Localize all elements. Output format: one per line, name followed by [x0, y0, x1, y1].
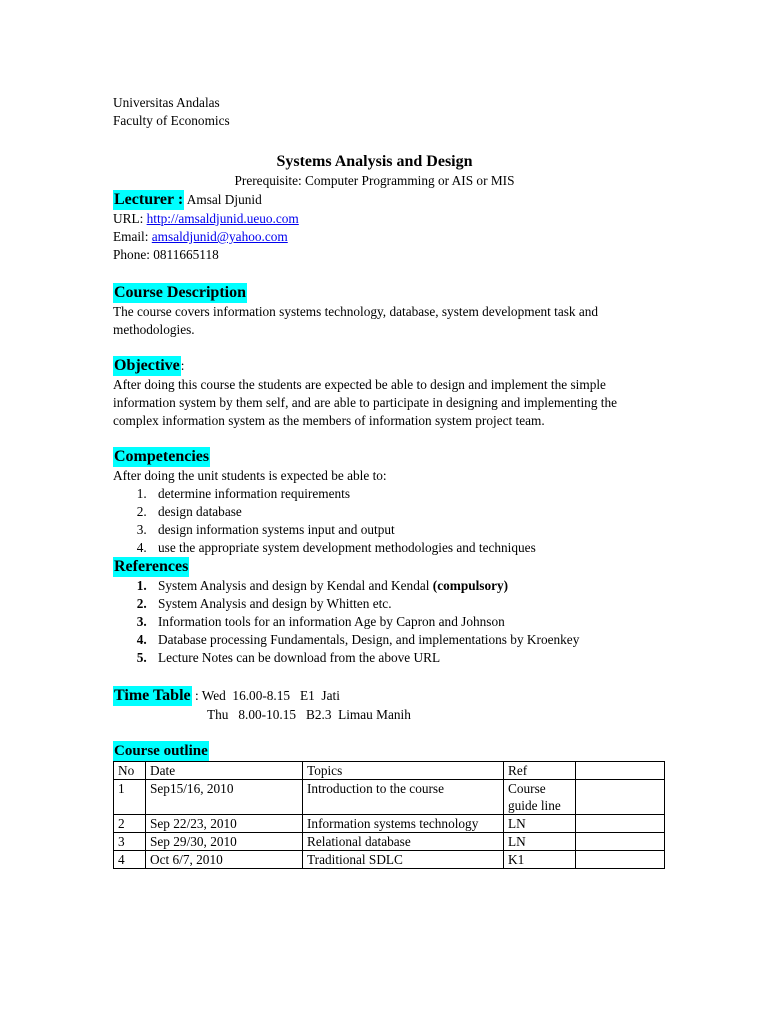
table-row: [114, 851, 665, 869]
description-section: [113, 283, 673, 339]
timetable-row-2: Thu 8.00-10.15 B2.3 Limau Manih: [207, 707, 411, 722]
course-title: Systems Analysis and Design: [276, 153, 473, 170]
table-row: [114, 780, 665, 815]
email-label: Email:: [113, 229, 152, 244]
list-item: 4. use the appropriate system development methodologies and techniques: [150, 539, 673, 557]
document-page: [113, 94, 673, 869]
outline-heading: Course outline: [114, 743, 208, 759]
table-cell: Traditional SDLC: [303, 851, 504, 869]
table-cell: K1: [504, 851, 576, 869]
table-cell: Sep 29/30, 2010: [146, 833, 303, 851]
table-cell: Oct 6/7, 2010: [146, 851, 303, 869]
list-item: 4. Database processing Fundamentals, Design, and implementations by Kroenkey: [150, 631, 673, 649]
column-header: Date: [146, 762, 303, 780]
table-cell: 2: [114, 815, 146, 833]
list-item: 2. design database: [150, 503, 673, 521]
description-text: The course covers information systems technology, database, system development task and methodologies.: [113, 304, 599, 337]
competencies-list: [113, 485, 673, 557]
table-cell: [576, 833, 665, 851]
table-cell: Relational database: [303, 833, 504, 851]
url-label: URL:: [113, 211, 147, 226]
objective-heading: Objective: [114, 357, 180, 374]
list-item: 5. Lecture Notes can be download from the above URL: [150, 649, 673, 667]
table-cell: Course guide line: [504, 780, 576, 815]
column-header: No: [114, 762, 146, 780]
competencies-intro: After doing the unit students is expected be able to:: [113, 468, 387, 483]
objective-text: After doing this course the students are expected be able to design and implement the simple information system by them self, and are able to participate in designing and implementing the complex information system as the members of information system project team.: [113, 377, 618, 428]
table-cell: 3: [114, 833, 146, 851]
email-line: [113, 228, 673, 246]
column-header: Topics: [303, 762, 504, 780]
references-list: [113, 577, 673, 667]
list-item: 1. System Analysis and design by Kendal and Kendal (compulsory): [150, 577, 673, 595]
table-header-row: [114, 762, 665, 780]
references-heading: References: [114, 558, 189, 575]
table-cell: 4: [114, 851, 146, 869]
table-row: [114, 815, 665, 833]
objective-colon: :: [180, 358, 185, 373]
references-section: [113, 557, 673, 667]
list-item: 3. design information systems input and output: [150, 521, 673, 539]
table-cell: 1: [114, 780, 146, 815]
column-header: [576, 762, 665, 780]
outline-section: [113, 741, 673, 869]
objective-section: [113, 356, 673, 430]
lecturer-url-link[interactable]: http://amsaldjunid.ueuo.com: [146, 211, 299, 226]
faculty-name: Faculty of Economics: [113, 113, 230, 128]
course-prerequisite: Prerequisite: Computer Programming or AIS or MIS: [234, 173, 515, 188]
timetable-section: [113, 686, 673, 724]
table-cell: [576, 851, 665, 869]
table-cell: [576, 815, 665, 833]
lecturer-email-link[interactable]: amsaldjunid@yahoo.com: [151, 229, 288, 244]
lecturer-name: Amsal Djunid: [184, 192, 262, 207]
competencies-section: [113, 447, 673, 557]
timetable-heading: Time Table: [114, 687, 191, 704]
list-item: 2. System Analysis and design by Whitten etc.: [150, 595, 673, 613]
table-cell: LN: [504, 833, 576, 851]
table-row: [114, 833, 665, 851]
institution-name: Universitas Andalas: [113, 95, 220, 110]
phone-line: Phone: 0811665118: [113, 247, 219, 262]
list-item: 3. Information tools for an information Age by Capron and Johnson: [150, 613, 673, 631]
list-item: 1. determine information requirements: [150, 485, 673, 503]
column-header: Ref: [504, 762, 576, 780]
table-cell: LN: [504, 815, 576, 833]
lecturer-line: [113, 190, 673, 210]
table-cell: Sep 22/23, 2010: [146, 815, 303, 833]
timetable-row-1: Wed 16.00-8.15 E1 Jati: [201, 688, 340, 703]
lecturer-label: Lecturer :: [114, 191, 184, 208]
table-cell: Introduction to the course: [303, 780, 504, 815]
url-line: [113, 210, 673, 228]
table-cell: Information systems technology: [303, 815, 504, 833]
table-cell: [576, 780, 665, 815]
description-heading: Course Description: [114, 284, 246, 301]
table-cell: Sep15/16, 2010: [146, 780, 303, 815]
timetable-separator: :: [191, 688, 202, 703]
competencies-heading: Competencies: [114, 448, 210, 465]
outline-table: [113, 761, 665, 869]
